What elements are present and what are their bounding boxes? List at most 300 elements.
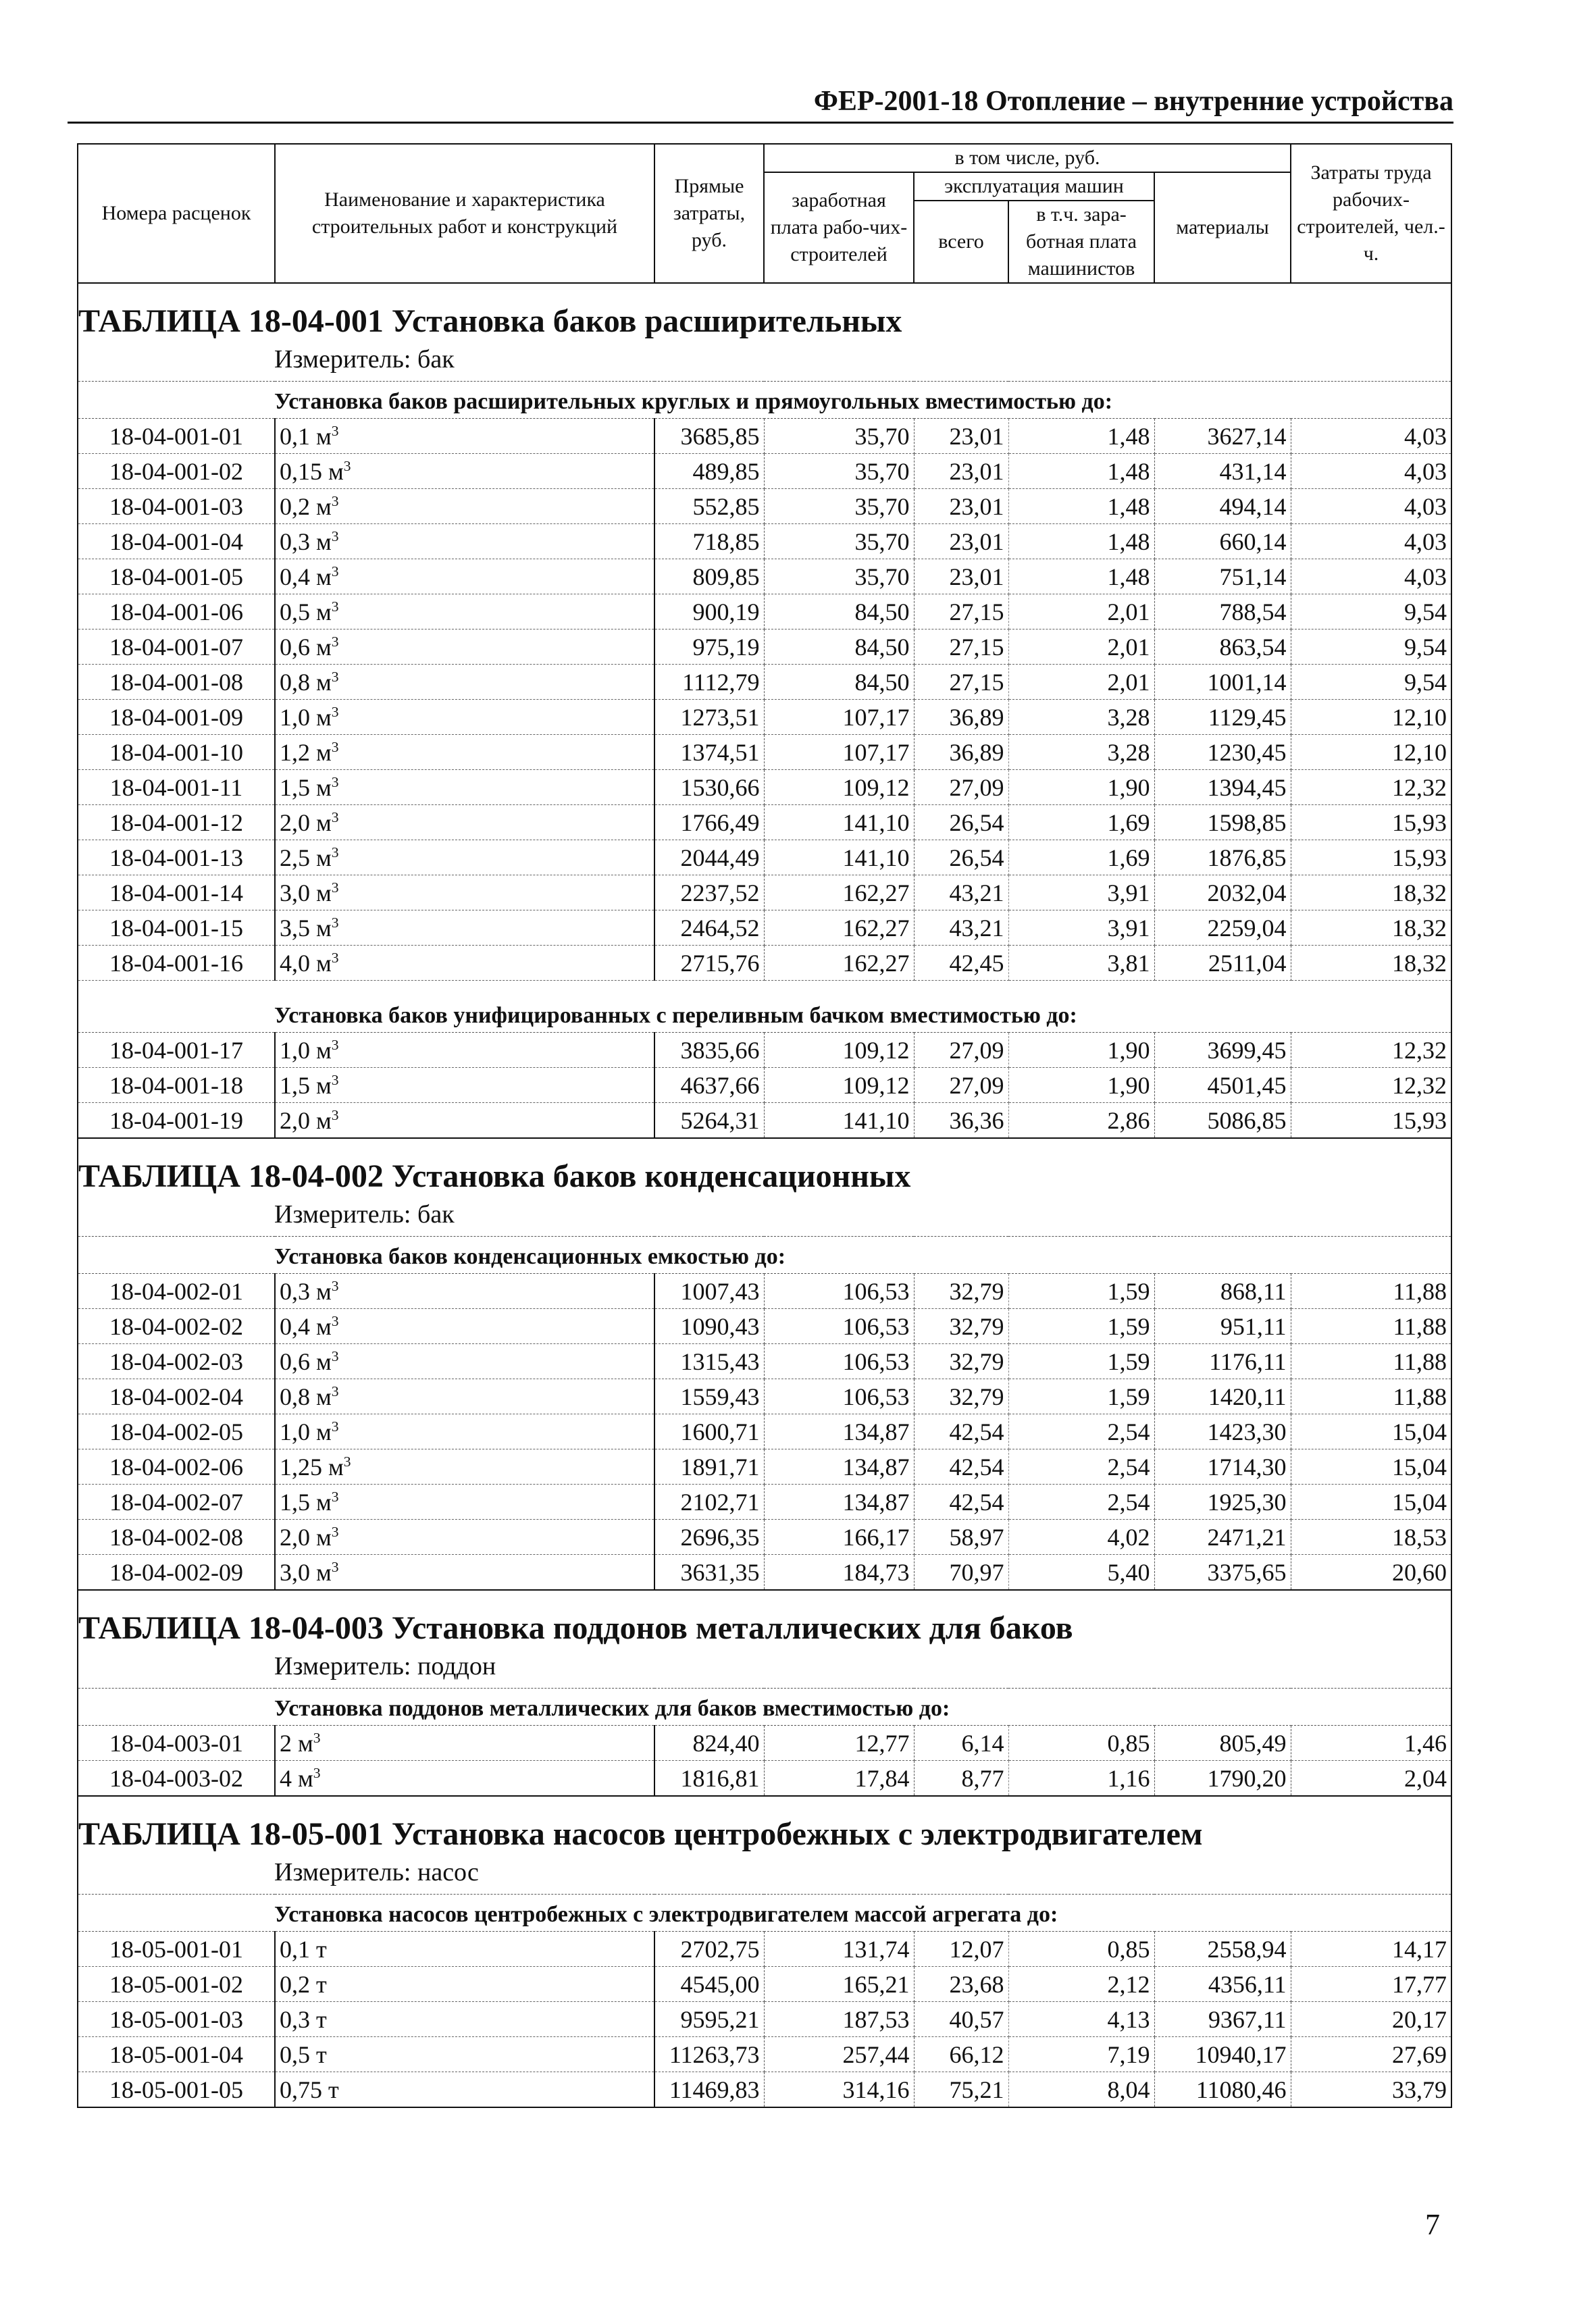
col-direct: Прямые затраты, руб. (654, 144, 764, 283)
rate-code: 18-04-002-05 (78, 1414, 275, 1449)
rate-code: 18-04-001-14 (78, 875, 275, 910)
materials-cost: 788,54 (1154, 594, 1291, 629)
rate-code: 18-04-001-10 (78, 735, 275, 770)
rate-name-text: 0,4 м (280, 563, 332, 590)
machines-wages: 5,40 (1008, 1555, 1154, 1591)
direct-cost: 1007,43 (654, 1274, 764, 1309)
labor-hours: 1,46 (1291, 1726, 1451, 1761)
machines-total: 42,45 (914, 946, 1008, 981)
machines-total: 32,79 (914, 1274, 1008, 1309)
direct-cost: 2044,49 (654, 840, 764, 875)
machines-total: 26,54 (914, 840, 1008, 875)
measure-row (78, 1193, 1451, 1237)
rate-name-text: 1,5 м (280, 1488, 332, 1516)
rate-code: 18-04-002-09 (78, 1555, 275, 1591)
rate-code: 18-04-001-07 (78, 629, 275, 665)
machines-wages: 2,01 (1008, 594, 1154, 629)
cubic-superscript: 3 (331, 528, 339, 544)
machines-wages: 1,59 (1008, 1274, 1154, 1309)
labor-hours: 9,54 (1291, 594, 1451, 629)
machines-total: 23,01 (914, 419, 1008, 454)
machines-total: 32,79 (914, 1309, 1008, 1344)
cubic-superscript: 3 (331, 703, 339, 720)
table-row (78, 700, 1451, 735)
labor-hours: 11,88 (1291, 1344, 1451, 1379)
materials-cost: 1925,30 (1154, 1485, 1291, 1520)
labor-hours: 18,53 (1291, 1520, 1451, 1555)
rate-code: 18-04-002-02 (78, 1309, 275, 1344)
rate-name-text: 0,75 т (280, 2076, 339, 2103)
rate-name (275, 454, 654, 489)
labor-hours: 15,04 (1291, 1449, 1451, 1485)
rate-name (275, 840, 654, 875)
rate-code: 18-04-001-15 (78, 910, 275, 946)
col-materials: материалы (1154, 172, 1291, 283)
cubic-superscript: 3 (331, 1106, 339, 1123)
machines-total: 27,15 (914, 629, 1008, 665)
labor-hours: 12,32 (1291, 1068, 1451, 1103)
materials-cost: 1423,30 (1154, 1414, 1291, 1449)
materials-cost: 2471,21 (1154, 1520, 1291, 1555)
wages-cost: 84,50 (764, 594, 914, 629)
rate-name (275, 1449, 654, 1485)
direct-cost: 11263,73 (654, 2037, 764, 2072)
wages-cost: 131,74 (764, 1932, 914, 1967)
group-spacer-cell (78, 981, 1451, 996)
machines-wages: 1,90 (1008, 1033, 1154, 1068)
materials-cost: 3699,45 (1154, 1033, 1291, 1068)
rate-name-text: 3,5 м (280, 914, 332, 942)
labor-hours: 15,04 (1291, 1485, 1451, 1520)
table-row (78, 1449, 1451, 1485)
labor-hours: 4,03 (1291, 419, 1451, 454)
table-row (78, 2072, 1451, 2108)
machines-total: 66,12 (914, 2037, 1008, 2072)
machines-total: 23,01 (914, 454, 1008, 489)
labor-hours: 27,69 (1291, 2037, 1451, 2072)
labor-hours: 14,17 (1291, 1932, 1451, 1967)
rate-name-text: 0,5 т (280, 2040, 327, 2068)
table-row (78, 1344, 1451, 1379)
materials-cost: 751,14 (1154, 559, 1291, 594)
rate-name (275, 735, 654, 770)
direct-cost: 1766,49 (654, 805, 764, 840)
measure-row (78, 338, 1451, 382)
rate-name-text: 4,0 м (280, 949, 332, 977)
direct-cost: 1816,81 (654, 1761, 764, 1797)
document-title: ФЕР-2001-18 Отопление – внутренние устройства (813, 86, 1453, 117)
cubic-superscript: 3 (343, 1453, 351, 1470)
rate-name (275, 524, 654, 559)
machines-total: 27,15 (914, 594, 1008, 629)
table-row (78, 1967, 1451, 2002)
rate-code: 18-04-001-12 (78, 805, 275, 840)
labor-hours: 12,10 (1291, 700, 1451, 735)
materials-cost: 1420,11 (1154, 1379, 1291, 1414)
machines-wages: 2,54 (1008, 1485, 1154, 1520)
machines-wages: 1,69 (1008, 840, 1154, 875)
wages-cost: 12,77 (764, 1726, 914, 1761)
cubic-superscript: 3 (313, 1729, 321, 1746)
materials-cost: 1129,45 (1154, 700, 1291, 735)
table-section-title: ТАБЛИЦА 18-04-002 Установка баков конденсационных (78, 1138, 1451, 1193)
group-heading-row (78, 996, 1451, 1033)
rate-code: 18-05-001-02 (78, 1967, 275, 2002)
machines-wages: 2,01 (1008, 629, 1154, 665)
wages-cost: 35,70 (764, 524, 914, 559)
rate-name (275, 419, 654, 454)
rate-name (275, 1033, 654, 1068)
labor-hours: 12,32 (1291, 770, 1451, 805)
rate-name (275, 559, 654, 594)
rate-name-text: 0,2 м (280, 492, 332, 520)
wages-cost: 107,17 (764, 735, 914, 770)
direct-cost: 2464,52 (654, 910, 764, 946)
rate-name (275, 1485, 654, 1520)
rate-code: 18-04-001-16 (78, 946, 275, 981)
table-row (78, 1309, 1451, 1344)
rate-code: 18-04-001-19 (78, 1103, 275, 1139)
rate-code: 18-04-002-07 (78, 1485, 275, 1520)
machines-wages: 1,59 (1008, 1379, 1154, 1414)
table-row (78, 805, 1451, 840)
rate-name-text: 0,8 м (280, 1383, 332, 1410)
direct-cost: 1530,66 (654, 770, 764, 805)
rate-name-text: 2,5 м (280, 844, 332, 871)
rate-name (275, 1103, 654, 1139)
table-header (78, 144, 1451, 283)
machines-wages: 0,85 (1008, 1932, 1154, 1967)
group-heading-row (78, 1895, 1451, 1932)
rate-name-text: 1,2 м (280, 738, 332, 766)
rate-name (275, 1555, 654, 1591)
direct-cost: 11469,83 (654, 2072, 764, 2108)
rate-code: 18-04-001-08 (78, 665, 275, 700)
wages-cost: 166,17 (764, 1520, 914, 1555)
materials-cost: 4501,45 (1154, 1068, 1291, 1103)
rate-name (275, 2002, 654, 2037)
machines-total: 43,21 (914, 910, 1008, 946)
cubic-superscript: 3 (331, 1488, 339, 1505)
rate-name (275, 1309, 654, 1344)
direct-cost: 9595,21 (654, 2002, 764, 2037)
title-rule (68, 122, 1453, 124)
materials-cost: 805,49 (1154, 1726, 1291, 1761)
table-row (78, 770, 1451, 805)
machines-wages: 1,48 (1008, 419, 1154, 454)
machines-total: 27,09 (914, 1068, 1008, 1103)
machines-total: 23,01 (914, 489, 1008, 524)
rate-code: 18-04-002-04 (78, 1379, 275, 1414)
table-row (78, 1485, 1451, 1520)
wages-cost: 134,87 (764, 1449, 914, 1485)
rate-code: 18-05-001-01 (78, 1932, 275, 1967)
labor-hours: 18,32 (1291, 946, 1451, 981)
rate-name-text: 0,8 м (280, 668, 332, 696)
labor-hours: 4,03 (1291, 524, 1451, 559)
wages-cost: 106,53 (764, 1309, 914, 1344)
rate-name (275, 489, 654, 524)
wages-cost: 141,10 (764, 840, 914, 875)
materials-cost: 9367,11 (1154, 2002, 1291, 2037)
group-heading-row (78, 382, 1451, 419)
rate-name-text: 0,6 м (280, 633, 332, 661)
measure-unit: Измеритель: бак (78, 1193, 1451, 1237)
table-row (78, 946, 1451, 981)
rate-name (275, 1068, 654, 1103)
direct-cost: 2696,35 (654, 1520, 764, 1555)
cubic-superscript: 3 (331, 598, 339, 615)
rate-name (275, 1932, 654, 1967)
machines-wages: 3,28 (1008, 700, 1154, 735)
labor-hours: 33,79 (1291, 2072, 1451, 2108)
materials-cost: 1230,45 (1154, 735, 1291, 770)
rate-name-text: 1,0 м (280, 1418, 332, 1445)
table-row (78, 1068, 1451, 1103)
labor-hours: 4,03 (1291, 454, 1451, 489)
wages-cost: 107,17 (764, 700, 914, 735)
direct-cost: 809,85 (654, 559, 764, 594)
direct-cost: 2237,52 (654, 875, 764, 910)
table-row (78, 419, 1451, 454)
wages-cost: 109,12 (764, 1033, 914, 1068)
group-heading: Установка поддонов металлических для баков вместимостью до: (78, 1689, 1451, 1726)
machines-wages: 4,02 (1008, 1520, 1154, 1555)
rate-name-text: 4 м (280, 1764, 313, 1792)
labor-hours: 15,93 (1291, 805, 1451, 840)
table-section-title-row (78, 1590, 1451, 1645)
rate-code: 18-04-001-17 (78, 1033, 275, 1068)
rate-name (275, 1379, 654, 1414)
machines-total: 8,77 (914, 1761, 1008, 1797)
wages-cost: 17,84 (764, 1761, 914, 1797)
machines-total: 36,89 (914, 700, 1008, 735)
table-row (78, 1414, 1451, 1449)
rate-name (275, 594, 654, 629)
direct-cost: 1315,43 (654, 1344, 764, 1379)
materials-cost: 1394,45 (1154, 770, 1291, 805)
direct-cost: 1374,51 (654, 735, 764, 770)
col-machines-total: всего (914, 201, 1008, 283)
machines-total: 36,36 (914, 1103, 1008, 1139)
wages-cost: 141,10 (764, 805, 914, 840)
col-code: Номера расценок (78, 144, 275, 283)
labor-hours: 18,32 (1291, 910, 1451, 946)
direct-cost: 3835,66 (654, 1033, 764, 1068)
table-section-title-row (78, 283, 1451, 338)
machines-total: 27,09 (914, 1033, 1008, 1068)
rate-code: 18-04-002-08 (78, 1520, 275, 1555)
labor-hours: 9,54 (1291, 665, 1451, 700)
materials-cost: 660,14 (1154, 524, 1291, 559)
machines-wages: 1,16 (1008, 1761, 1154, 1797)
direct-cost: 1600,71 (654, 1414, 764, 1449)
direct-cost: 5264,31 (654, 1103, 764, 1139)
machines-total: 36,89 (914, 735, 1008, 770)
labor-hours: 18,32 (1291, 875, 1451, 910)
rate-code: 18-04-003-02 (78, 1761, 275, 1797)
direct-cost: 4637,66 (654, 1068, 764, 1103)
table-row (78, 2002, 1451, 2037)
machines-total: 27,15 (914, 665, 1008, 700)
group-heading: Установка баков расширительных круглых и прямоугольных вместимостью до: (78, 382, 1451, 419)
machines-total: 43,21 (914, 875, 1008, 910)
machines-wages: 1,90 (1008, 770, 1154, 805)
machines-wages: 4,13 (1008, 2002, 1154, 2037)
rate-name-text: 1,5 м (280, 1071, 332, 1099)
machines-wages: 1,48 (1008, 524, 1154, 559)
cubic-superscript: 3 (331, 879, 339, 896)
materials-cost: 868,11 (1154, 1274, 1291, 1309)
wages-cost: 257,44 (764, 2037, 914, 2072)
materials-cost: 951,11 (1154, 1309, 1291, 1344)
labor-hours: 12,10 (1291, 735, 1451, 770)
materials-cost: 4356,11 (1154, 1967, 1291, 2002)
machines-total: 32,79 (914, 1379, 1008, 1414)
group-heading: Установка баков унифицированных с переливным бачком вместимостью до: (78, 996, 1451, 1033)
rate-name (275, 2037, 654, 2072)
cubic-superscript: 3 (343, 457, 351, 474)
rate-name (275, 2072, 654, 2108)
materials-cost: 863,54 (1154, 629, 1291, 665)
materials-cost: 11080,46 (1154, 2072, 1291, 2108)
rate-code: 18-04-002-03 (78, 1344, 275, 1379)
labor-hours: 17,77 (1291, 1967, 1451, 2002)
cubic-superscript: 3 (331, 808, 339, 825)
group-heading-row (78, 1689, 1451, 1726)
wages-cost: 35,70 (764, 419, 914, 454)
machines-wages: 1,48 (1008, 489, 1154, 524)
cubic-superscript: 3 (331, 1347, 339, 1364)
machines-wages: 2,12 (1008, 1967, 1154, 2002)
group-heading: Установка баков конденсационных емкостью до: (78, 1237, 1451, 1274)
cubic-superscript: 3 (331, 563, 339, 580)
machines-total: 58,97 (914, 1520, 1008, 1555)
materials-cost: 1598,85 (1154, 805, 1291, 840)
labor-hours: 20,60 (1291, 1555, 1451, 1591)
rate-code: 18-04-002-01 (78, 1274, 275, 1309)
rate-name (275, 875, 654, 910)
cubic-superscript: 3 (331, 668, 339, 685)
cubic-superscript: 3 (331, 1418, 339, 1435)
direct-cost: 718,85 (654, 524, 764, 559)
rate-code: 18-05-001-03 (78, 2002, 275, 2037)
materials-cost: 1714,30 (1154, 1449, 1291, 1485)
materials-cost: 1176,11 (1154, 1344, 1291, 1379)
rate-name (275, 805, 654, 840)
rate-name-text: 3,0 м (280, 1558, 332, 1586)
materials-cost: 1876,85 (1154, 840, 1291, 875)
machines-total: 23,01 (914, 524, 1008, 559)
labor-hours: 12,32 (1291, 1033, 1451, 1068)
rate-name-text: 2,0 м (280, 1523, 332, 1551)
rate-name-text: 1,0 м (280, 1036, 332, 1064)
materials-cost: 431,14 (1154, 454, 1291, 489)
cubic-superscript: 3 (331, 1312, 339, 1329)
labor-hours: 4,03 (1291, 489, 1451, 524)
labor-hours: 15,04 (1291, 1414, 1451, 1449)
labor-hours: 20,17 (1291, 2002, 1451, 2037)
table-row (78, 1726, 1451, 1761)
rate-name-text: 0,2 т (280, 1970, 327, 1998)
group-spacer (78, 981, 1451, 996)
machines-wages: 8,04 (1008, 2072, 1154, 2108)
machines-total: 32,79 (914, 1344, 1008, 1379)
machines-total: 6,14 (914, 1726, 1008, 1761)
rate-name-text: 0,3 м (280, 1277, 332, 1305)
rate-code: 18-04-001-09 (78, 700, 275, 735)
cubic-superscript: 3 (331, 844, 339, 860)
wages-cost: 165,21 (764, 1967, 914, 2002)
cubic-superscript: 3 (331, 738, 339, 755)
machines-wages: 3,91 (1008, 875, 1154, 910)
cubic-superscript: 3 (331, 1558, 339, 1575)
cubic-superscript: 3 (313, 1764, 321, 1781)
rate-name (275, 946, 654, 981)
direct-cost: 489,85 (654, 454, 764, 489)
rate-name-text: 0,15 м (280, 457, 344, 485)
rate-name-text: 0,1 т (280, 1935, 327, 1963)
labor-hours: 2,04 (1291, 1761, 1451, 1797)
materials-cost: 10940,17 (1154, 2037, 1291, 2072)
page-number: 7 (1425, 2208, 1440, 2241)
rate-code: 18-04-001-04 (78, 524, 275, 559)
cubic-superscript: 3 (331, 422, 339, 439)
col-incl: в том числе, руб. (764, 144, 1291, 172)
labor-hours: 4,03 (1291, 559, 1451, 594)
direct-cost: 975,19 (654, 629, 764, 665)
labor-hours: 11,88 (1291, 1274, 1451, 1309)
col-machines-wages: в т.ч. зара-ботная плата машинистов (1008, 201, 1154, 283)
direct-cost: 2702,75 (654, 1932, 764, 1967)
wages-cost: 106,53 (764, 1379, 914, 1414)
rate-name (275, 1761, 654, 1797)
table-row (78, 1932, 1451, 1967)
machines-total: 27,09 (914, 770, 1008, 805)
machines-wages: 3,81 (1008, 946, 1154, 981)
rate-name-text: 1,5 м (280, 773, 332, 801)
direct-cost: 4545,00 (654, 1967, 764, 2002)
rate-code: 18-04-001-03 (78, 489, 275, 524)
rate-name-text: 0,6 м (280, 1347, 332, 1375)
table-section-title-row (78, 1138, 1451, 1193)
cubic-superscript: 3 (331, 1277, 339, 1294)
rate-code: 18-04-003-01 (78, 1726, 275, 1761)
materials-cost: 2558,94 (1154, 1932, 1291, 1967)
machines-wages: 1,59 (1008, 1309, 1154, 1344)
wages-cost: 35,70 (764, 559, 914, 594)
rate-code: 18-04-001-01 (78, 419, 275, 454)
col-labor: Затраты труда рабочих-строителей, чел.-ч. (1291, 144, 1451, 283)
table-row (78, 1761, 1451, 1797)
machines-wages: 0,85 (1008, 1726, 1154, 1761)
cubic-superscript: 3 (331, 633, 339, 650)
rate-name-text: 0,5 м (280, 598, 332, 625)
machines-total: 42,54 (914, 1485, 1008, 1520)
materials-cost: 3627,14 (1154, 419, 1291, 454)
cubic-superscript: 3 (331, 914, 339, 931)
measure-row (78, 1851, 1451, 1895)
direct-cost: 1112,79 (654, 665, 764, 700)
measure-unit: Измеритель: бак (78, 338, 1451, 382)
wages-cost: 134,87 (764, 1414, 914, 1449)
table-row (78, 1379, 1451, 1414)
table-row (78, 735, 1451, 770)
rate-name-text: 2 м (280, 1729, 313, 1757)
table-section-title: ТАБЛИЦА 18-05-001 Установка насосов центробежных с электродвигателем (78, 1796, 1451, 1851)
direct-cost: 1891,71 (654, 1449, 764, 1485)
direct-cost: 2715,76 (654, 946, 764, 981)
